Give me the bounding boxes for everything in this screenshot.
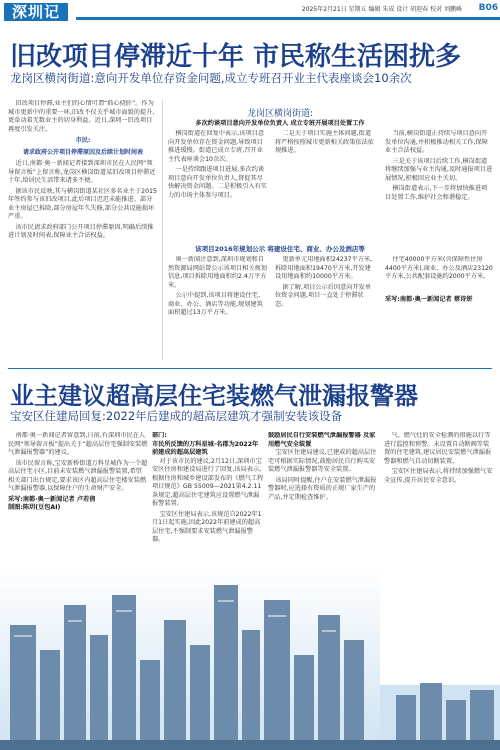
paragraph: 更新单元用地面积24237平方米,拆除用地面积19470平方米,开发建设用地面积约10000平方米。 xyxy=(275,256,373,280)
paragraph: 该市民请求政府部门公开项目停滞原因,明确后续推进计划及时间表,保障业主合法权益。 xyxy=(8,223,154,239)
story1-col3-lower xyxy=(275,256,375,356)
paragraph: 宝安区住建局表示,将持续加强燃气安全宣传,提升居民安全意识。 xyxy=(384,468,493,484)
paragraph: 奥一新闻注意到,深圳市规划和自然资源局网站曾公示该项目相关规划信息,项目拆除用地面积约2.4万平方米。 xyxy=(168,256,267,289)
paragraph: 对于该市民的建议,2月12日,深圳市宝安区住房和建设局进行了回复,该局表示,根据住房和城乡建设部发布的《燃气工程项目规范》GB 55009—2021第4.2.11条规定,超高层住宅建筑应设置燃气泄漏报警装置。 xyxy=(152,457,264,507)
section-tag: 深圳记 xyxy=(4,3,68,21)
issue-meta: 2025年2月21日 星期五 编辑 朱成 设计 胡迎春 校对 刘鹏峰 xyxy=(301,6,462,13)
story2-col2-heading: 部门: xyxy=(152,432,167,439)
story2-col3 xyxy=(268,432,380,572)
paragraph: 宝安区住建局建议,已建成的超高层住宅可根据实际情况,鼓励居民自行购买安装燃气泄漏报警器等安全装置。 xyxy=(268,449,377,473)
story1-lead: 旧改项目停滞,业主们的心情可谓“抓心挠肝”。作为城市更新中的重要一环,旧改不仅关乎城市面貌的提升,更牵动着无数业主的切身利益。近日,深圳一旧改项目再度引发关注。 xyxy=(8,100,155,133)
story1-col1-heading: 市民: xyxy=(75,137,91,144)
page-header xyxy=(0,0,500,22)
paragraph: 横岗街道表示,下一步将加快推进项目处置工作,维护社会和谐稳定。 xyxy=(385,185,488,201)
paragraph: 二是关于项目实施主体问题,街道将严格按照城市更新相关政策依法依规推进。 xyxy=(275,130,374,154)
story1-col3 xyxy=(275,130,375,240)
story1-col1 xyxy=(8,100,158,280)
story1-col4-lower xyxy=(385,256,493,356)
story1-title: 旧改项目停滞近十年 市民称生活困扰多 xyxy=(10,42,462,72)
story1-col2-lower xyxy=(168,256,268,356)
story1-col2 xyxy=(168,130,268,240)
city-skyline-illustration xyxy=(0,565,500,750)
paragraph: 当前,横岗街道正持续与项目意向开发单位沟通,并积极推动相关工作,保障业主合法权益。 xyxy=(385,130,488,154)
story1-col1-heading2: 请求政府公开项目停滞原因及后续计划时间表 xyxy=(22,148,143,156)
story1-subtitle: 龙岗区横岗街道:意向开发单位存资金问题,成立专班召开业主代表座谈会10余次 xyxy=(10,71,412,85)
story-divider xyxy=(8,368,492,369)
story1-col4 xyxy=(385,130,493,240)
paragraph: 气、燃气灶的安全检测的措施以行等进行监控和预警。未设置自动断阀等装置的住宅建筑,建议居民安装燃气泄漏报警器和燃气自动切断装置。 xyxy=(384,432,492,465)
paragraph: 宝安区住建局表示,该规范自2022年1月1日起实施,因此2022年前建成的超高层住宅,不强制要求安装燃气泄漏报警器。 xyxy=(152,510,262,543)
header-rule xyxy=(76,17,500,20)
story2-col2 xyxy=(152,432,264,572)
paragraph: 横岗街道在回复中表示,该项目意向开发单位存在资金问题,导致项目推进缓慢。街道已成立专班,召开业主代表座谈会10余次。 xyxy=(168,130,265,163)
paragraph: 南都·奥一新闻记者留意到,日前,有深圳市民在人民网“领导留言板”提出关于“超高层住宅强制安装燃气泄漏报警器”的建议。 xyxy=(8,432,148,456)
paragraph: 据了解,项目公示后因意向开发单位资金问题,项目一直处于停滞状态。 xyxy=(275,283,372,308)
page-number: B06 xyxy=(478,3,498,13)
byline: 采写:南都·奥一新闻记者 蔡诗妍 xyxy=(385,295,473,303)
story2-title: 业主建议超高层住宅装燃气泄漏报警器 xyxy=(10,381,418,410)
column-divider xyxy=(162,100,163,360)
paragraph: 三是关于该项目后续工作,横岗街道将继续加强与业主沟通,及时通报项目进展情况,积极回应业主关切。 xyxy=(385,157,493,182)
story2-subtitle: 宝安区住建局回复:2022年后建成的超高层建筑才强制安装该设备 xyxy=(10,409,343,423)
paragraph: 该市民留言称,宝安新桥街道万科星城作为一个超高层住宅小区,目前未安装燃气泄漏报警装置,希望相关部门出台规定,要求该区内超高层住宅楼安装燃气泄漏报警器,以保障住户的生命财产安全。 xyxy=(8,459,148,492)
story2-col1 xyxy=(8,432,148,562)
image-caption: 该项目2016年规划公示 将建设住宅、商业、办公及酒店等 xyxy=(195,245,365,253)
paragraph: 公示中提到,该项目将建设住宅、商业、办公、酒店等功能,规划建筑面积超过13万平方米。 xyxy=(168,292,265,316)
paragraph: 住宅40000平方米(含保障性住房4400平方米),商业、办公及酒店23120平方米,公共配套设施约2000平方米。 xyxy=(385,256,493,280)
story2-col2-heading2: 市民所反馈的万科星城·名郡为2022年前建成的超高层建筑 xyxy=(152,440,259,456)
story2-col3-heading: 鼓励居民自行安装燃气泄漏报警器 及家用燃气安全装置 xyxy=(268,432,376,448)
paragraph: 近日,南都·奥一新闻记者接到深圳市民在人民网“领导留言板”上留言称,龙岗区横岗街道某旧改项目停滞近十年,给居民生活带来诸多不便。 xyxy=(8,160,156,184)
story1-col2-heading2: 多次约谈项目意向开发单位负责人 成立专班开展项目处置工作 xyxy=(195,120,365,127)
paragraph: 该局同时提醒,住户在安装燃气泄漏报警器时,应选择有资质的正规厂家生产的产品,并定期检查维护。 xyxy=(268,476,377,501)
story1-col2-heading: 龙岗区横岗街道: xyxy=(246,109,314,119)
paragraph: 一是持续跟进项目进展,多次约谈项目意向开发单位负责人,督促其尽快解决资金问题。二是积极引入有实力的市场主体参与项目。 xyxy=(168,166,267,199)
byline: 采写:南都·奥一新闻记者 卢若倩 制图:陈玥(豆包AI) xyxy=(8,495,96,511)
paragraph: 据该市民反映,其与横岗街道某社区多名业主于2015年签约参与该旧改项目,此后项目迟迟未能推进。部分业主房屋已拆除,部分房屋年久失修,部分公共设施损坏严重。 xyxy=(8,187,157,220)
